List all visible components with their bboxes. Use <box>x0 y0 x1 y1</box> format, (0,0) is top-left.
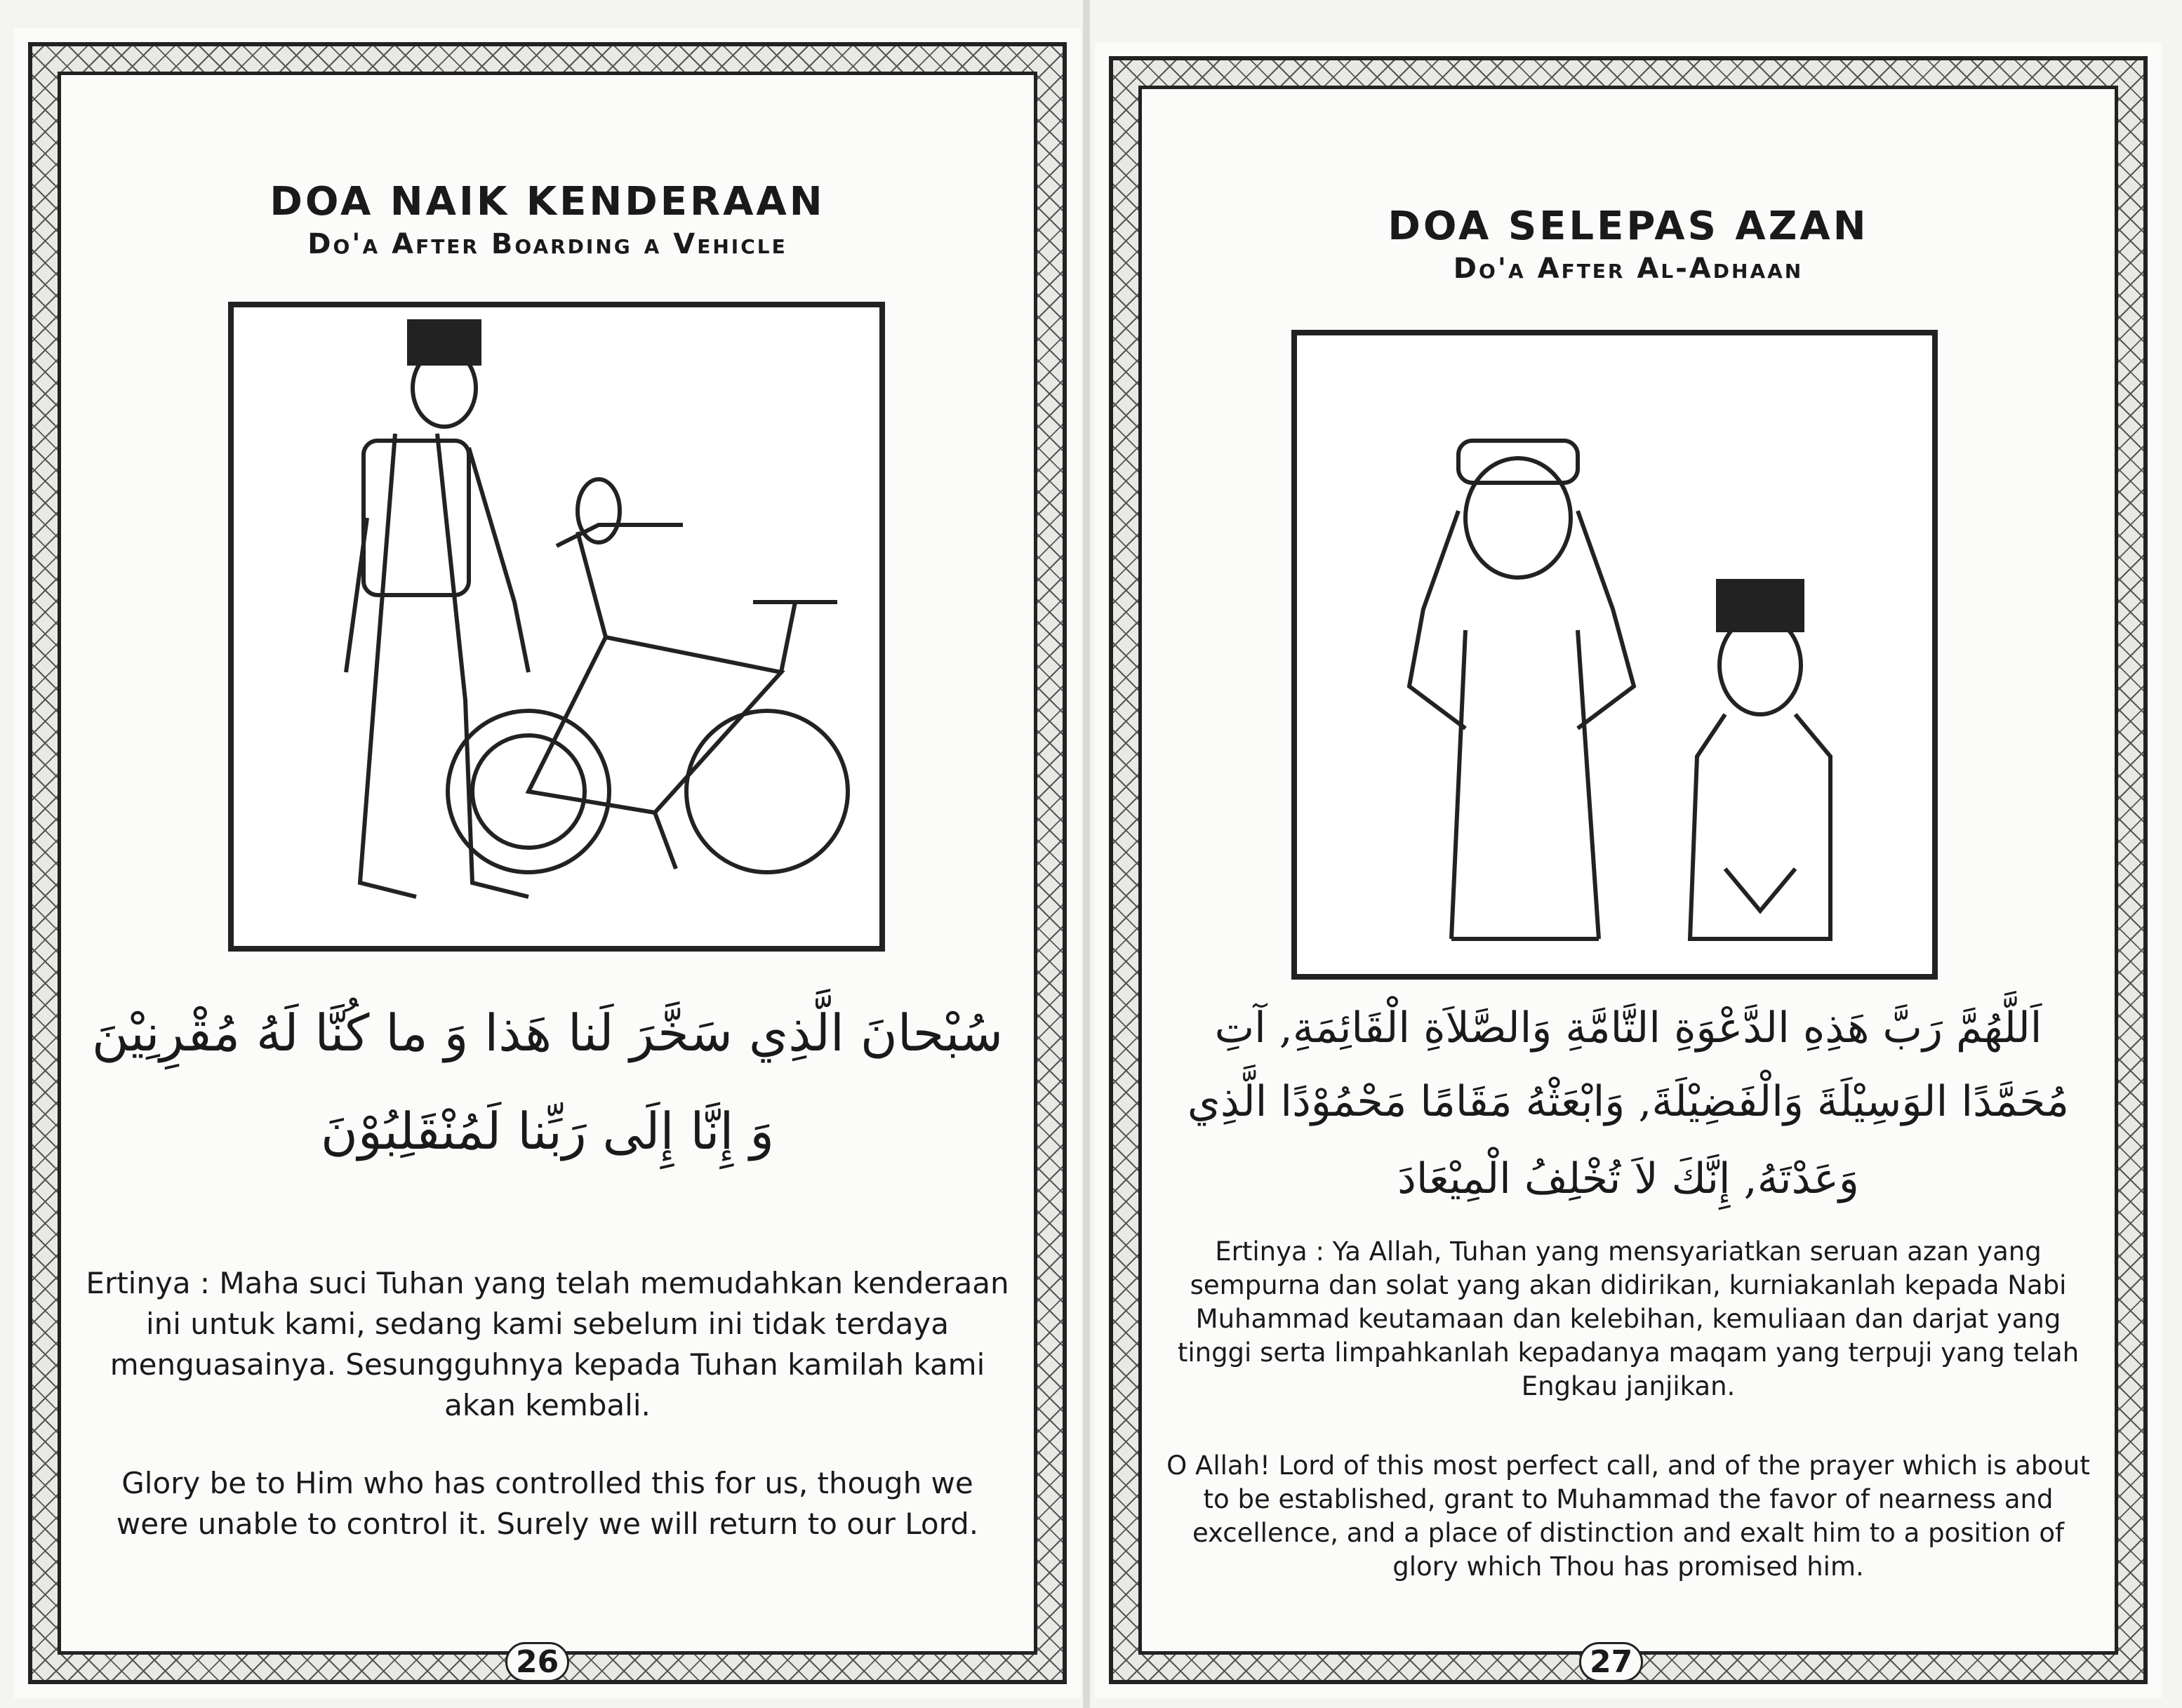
arabic-doa-line: سُبْحانَ الَّذِي سَخَّرَ لَنا هَذا وَ ما كُنَّا لَهُ مُقْرِنِيْنَ <box>91 1003 1004 1062</box>
malay-translation: Ertinya : Ya Allah, Tuhan yang mensyariatkan seruan azan yang sempurna dan solat yang akan didirikan, kurniakanlah kepada Nabi Muhammad keutamaan dan kelebihan, kemuliaan dan darjat yang tinggi serta limpahkanlah kepadanya maqam yang terpuji yang telah Engkau janjikan. <box>1177 1236 2080 1401</box>
boy-with-bicycle-illustration <box>228 302 885 952</box>
page-left <box>14 28 1081 1698</box>
page-number: 27 <box>1579 1642 1643 1682</box>
page-subtitle: Do'a After Boarding a Vehicle <box>307 228 787 260</box>
page-right <box>1095 42 2162 1698</box>
page-number: 26 <box>505 1642 569 1682</box>
english-translation: O Allah! Lord of this most perfect call, and of the prayer which is about to be established, grant to Muhammad the favor of nearness and excellence, and a place of distinction and exalt him to a position of glory which Thou has promised him. <box>1166 1450 2090 1582</box>
bicycle-drawing <box>234 307 879 946</box>
arabic-doa-line: وَعَدْتَهُ, إِنَّكَ لاَ تُخْلِفُ الْمِيْعَادَ <box>1397 1154 1859 1203</box>
page-title: DOA NAIK KENDERAAN <box>270 179 825 225</box>
men-calling-azan-illustration <box>1291 330 1938 980</box>
page-title: DOA SELEPAS AZAN <box>1388 204 1869 249</box>
arabic-doa-line: اَللَّهُمَّ رَبَّ هَذِهِ الدَّعْوَةِ التَّامَّةِ وَالصَّلاَةِ الْقَائِمَةِ, آتِ <box>1214 1003 2042 1053</box>
azan-drawing <box>1297 335 1932 974</box>
arabic-doa-line: وَ إِنَّا إِلَى رَبِّنا لَمُنْقَلِبُوْنَ <box>320 1102 775 1161</box>
book-spine <box>1083 0 1090 1708</box>
arabic-doa-line: مُحَمَّدًا الوَسِيْلَةَ وَالْفَضِيْلَةَ, وَابْعَثْهُ مَقَامًا مَحْمُوْدًا الَّذِي <box>1187 1077 2070 1126</box>
english-translation: Glory be to Him who has controlled this for us, though we were unable to control it. Surely we will return to our Lord. <box>116 1466 979 1541</box>
malay-translation: Ertinya : Maha suci Tuhan yang telah memudahkan kenderaan ini untuk kami, sedang kami sebelum ini tidak terdaya menguasainya. Sesungguhnya kepada Tuhan kamilah kami akan kembali. <box>86 1266 1009 1422</box>
page-subtitle: Do'a After Al-Adhaan <box>1453 253 1804 285</box>
